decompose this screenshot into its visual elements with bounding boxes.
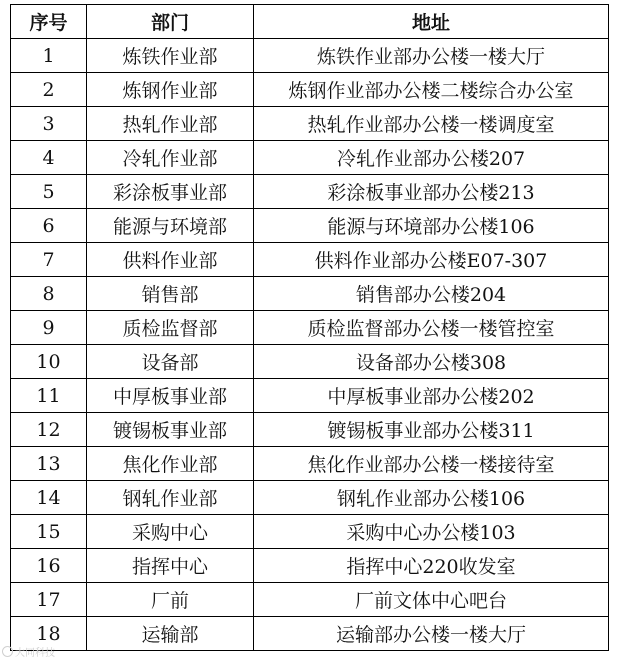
cell-addr[interactable]: 热轧作业部办公楼一楼调度室	[254, 107, 609, 141]
cell-addr[interactable]: 中厚板事业部办公楼202	[254, 379, 609, 413]
cell-no[interactable]: 3	[11, 107, 87, 141]
cell-no[interactable]: 6	[11, 209, 87, 243]
header-dept[interactable]: 部门	[87, 5, 254, 39]
table-body	[11, 39, 609, 651]
cell-addr[interactable]: 炼铁作业部办公楼一楼大厅	[254, 39, 609, 73]
cell-dept[interactable]: 焦化作业部	[87, 447, 254, 481]
cell-addr[interactable]: 彩涂板事业部办公楼213	[254, 175, 609, 209]
cell-dept[interactable]: 采购中心	[87, 515, 254, 549]
cell-dept[interactable]: 指挥中心	[87, 549, 254, 583]
cell-no[interactable]: 15	[11, 515, 87, 549]
table-row	[11, 209, 609, 243]
table-row	[11, 515, 609, 549]
cell-no[interactable]: 5	[11, 175, 87, 209]
cell-dept[interactable]: 彩涂板事业部	[87, 175, 254, 209]
cell-no[interactable]: 10	[11, 345, 87, 379]
cell-addr[interactable]: 厂前文体中心吧台	[254, 583, 609, 617]
table-row	[11, 617, 609, 651]
table-row	[11, 345, 609, 379]
header-row	[11, 5, 609, 39]
cell-addr[interactable]: 钢轧作业部办公楼106	[254, 481, 609, 515]
header-no[interactable]: 序号	[11, 5, 87, 39]
cell-dept[interactable]: 销售部	[87, 277, 254, 311]
table-row	[11, 379, 609, 413]
header-addr[interactable]: 地址	[254, 5, 609, 39]
cell-dept[interactable]: 能源与环境部	[87, 209, 254, 243]
cell-addr[interactable]: 指挥中心220收发室	[254, 549, 609, 583]
cell-addr[interactable]: 运输部办公楼一楼大厅	[254, 617, 609, 651]
cell-dept[interactable]: 热轧作业部	[87, 107, 254, 141]
cell-addr[interactable]: 炼钢作业部办公楼二楼综合办公室	[254, 73, 609, 107]
cell-dept[interactable]: 炼钢作业部	[87, 73, 254, 107]
cell-no[interactable]: 16	[11, 549, 87, 583]
cell-addr[interactable]: 设备部办公楼308	[254, 345, 609, 379]
watermark	[2, 644, 55, 659]
cell-no[interactable]: 17	[11, 583, 87, 617]
table-row	[11, 481, 609, 515]
cell-addr[interactable]: 镀锡板事业部办公楼311	[254, 413, 609, 447]
cell-no[interactable]: 11	[11, 379, 87, 413]
table-row	[11, 311, 609, 345]
cell-dept[interactable]: 镀锡板事业部	[87, 413, 254, 447]
table-row	[11, 549, 609, 583]
cell-addr[interactable]: 焦化作业部办公楼一楼接待室	[254, 447, 609, 481]
cell-addr[interactable]: 冷轧作业部办公楼207	[254, 141, 609, 175]
cell-addr[interactable]: 质检监督部办公楼一楼管控室	[254, 311, 609, 345]
table-row	[11, 141, 609, 175]
cell-no[interactable]: 14	[11, 481, 87, 515]
cell-no[interactable]: 18	[11, 617, 87, 651]
table-row	[11, 175, 609, 209]
cell-no[interactable]: 13	[11, 447, 87, 481]
cell-dept[interactable]: 炼铁作业部	[87, 39, 254, 73]
cell-no[interactable]: 1	[11, 39, 87, 73]
cell-no[interactable]: 7	[11, 243, 87, 277]
cell-no[interactable]: 12	[11, 413, 87, 447]
cell-dept[interactable]: 运输部	[87, 617, 254, 651]
cell-no[interactable]: 9	[11, 311, 87, 345]
cell-no[interactable]: 4	[11, 141, 87, 175]
table-row	[11, 73, 609, 107]
cell-dept[interactable]: 钢轧作业部	[87, 481, 254, 515]
cell-no[interactable]: 8	[11, 277, 87, 311]
table-row	[11, 583, 609, 617]
cell-addr[interactable]: 销售部办公楼204	[254, 277, 609, 311]
table-row	[11, 243, 609, 277]
table-row	[11, 413, 609, 447]
cell-dept[interactable]: 冷轧作业部	[87, 141, 254, 175]
table-row	[11, 107, 609, 141]
cell-dept[interactable]: 质检监督部	[87, 311, 254, 345]
cell-addr[interactable]: 能源与环境部办公楼106	[254, 209, 609, 243]
table-row	[11, 39, 609, 73]
cell-addr[interactable]: 供料作业部办公楼E07-307	[254, 243, 609, 277]
cell-dept[interactable]: 中厚板事业部	[87, 379, 254, 413]
cell-dept[interactable]: 设备部	[87, 345, 254, 379]
watermark-logo-icon	[2, 646, 13, 657]
cell-no[interactable]: 2	[11, 73, 87, 107]
watermark-text: 大同科技	[15, 648, 55, 659]
cell-dept[interactable]: 供料作业部	[87, 243, 254, 277]
table-row	[11, 277, 609, 311]
cell-addr[interactable]: 采购中心办公楼103	[254, 515, 609, 549]
cell-dept[interactable]: 厂前	[87, 583, 254, 617]
address-table	[10, 4, 609, 651]
table-row	[11, 447, 609, 481]
